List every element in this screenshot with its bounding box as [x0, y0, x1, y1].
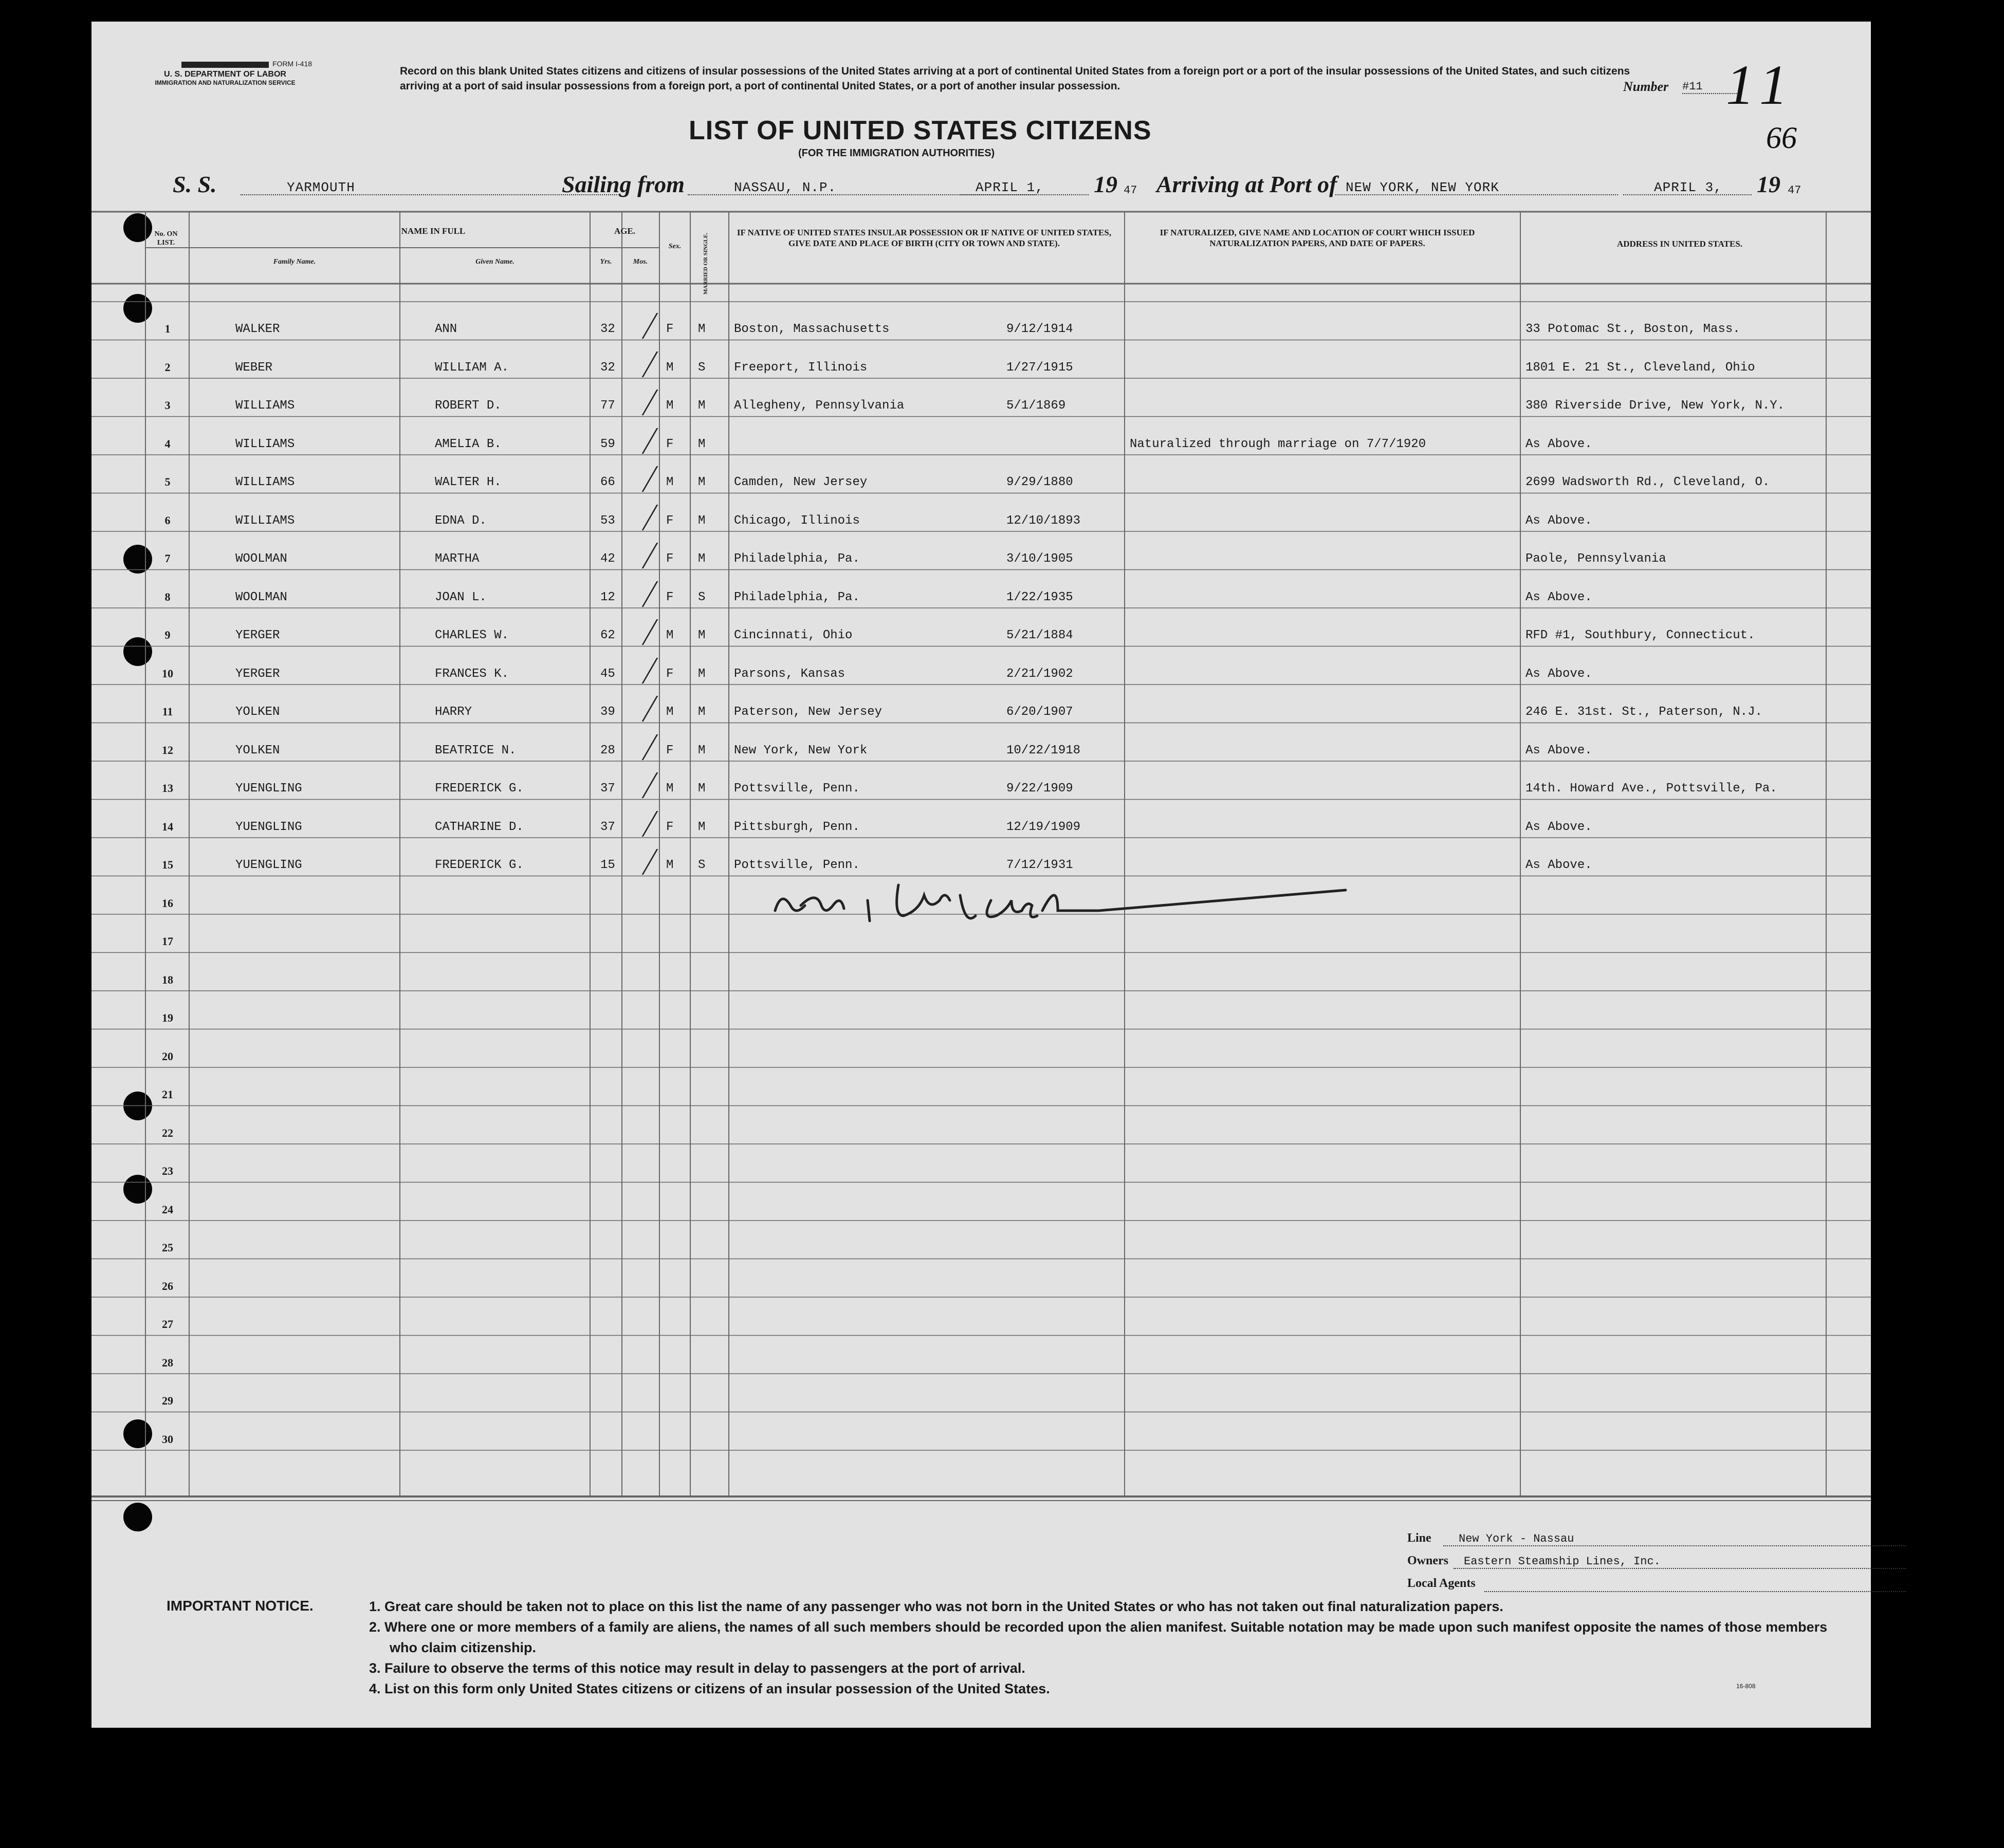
sailing-from-label: Sailing from: [562, 171, 685, 197]
to-year-prefix: 19: [1757, 171, 1780, 197]
notice-item: 2. Where one or more members of a family are aliens, the names of all such members should be recorded upon the alien manifest. Suitable notation may be made upon such manifest opposite the names of those members who claim citizenship.: [369, 1619, 1828, 1655]
agents-value: [1484, 1578, 1906, 1592]
birth-place-cell: Philadelphia, Pa.: [734, 590, 860, 604]
row-number: 17: [162, 935, 173, 948]
family-name-cell: WOOLMAN: [235, 552, 287, 566]
given-name-cell: WALTER H.: [435, 475, 502, 489]
birth-place-cell: Camden, New Jersey: [734, 475, 868, 489]
birth-date-cell: 7/12/1931: [1006, 858, 1073, 872]
given-name-cell: FRANCES K.: [435, 667, 509, 681]
family-name-cell: WILLIAMS: [235, 513, 295, 528]
age-years-cell: 39: [600, 705, 615, 719]
given-name-cell: ANN: [435, 322, 457, 336]
ship-name: YARMOUTH: [241, 180, 621, 195]
marital-status-cell: S: [698, 590, 706, 604]
row-number: 14: [162, 820, 173, 833]
address-cell: As Above.: [1525, 743, 1592, 757]
sex-cell: M: [666, 360, 674, 375]
col-mos: Mos.: [633, 258, 648, 266]
sex-cell: M: [666, 705, 674, 719]
row-number: 3: [164, 399, 171, 412]
col-naturalized: IF NATURALIZED, GIVE NAME AND LOCATION OF COURT WHICH ISSUED NATURALIZATION PAPERS, AND DATE OF PAPERS.: [1160, 228, 1475, 248]
given-name-cell: AMELIA B.: [435, 437, 502, 451]
to-port: NEW YORK, NEW YORK: [1335, 180, 1618, 195]
row-number: 20: [162, 1049, 173, 1063]
col-name-in-full: NAME IN FULL: [401, 226, 466, 236]
sex-cell: F: [666, 743, 674, 757]
birth-date-cell: 2/21/1902: [1006, 667, 1073, 681]
age-years-cell: 45: [600, 667, 615, 681]
birth-place-cell: Allegheny, Pennsylvania: [734, 399, 905, 413]
sex-cell: M: [666, 475, 674, 489]
family-name-cell: WALKER: [235, 322, 280, 336]
department-service: IMMIGRATION AND NATURALIZATION SERVICE: [155, 79, 296, 86]
row-number: 25: [162, 1241, 173, 1254]
notice-title: IMPORTANT NOTICE.: [167, 1598, 314, 1614]
from-year-prefix: 19: [1094, 171, 1117, 197]
address-cell: 246 E. 31st. St., Paterson, N.J.: [1525, 705, 1762, 719]
age-years-cell: 32: [600, 360, 615, 375]
handwritten-page: 66: [1766, 121, 1797, 155]
family-name-cell: WEBER: [235, 360, 273, 375]
notice-item: 4. List on this form only United States citizens or citizens of an insular possession of the United States.: [369, 1681, 1050, 1696]
row-number: 6: [164, 513, 171, 527]
row-number: 23: [162, 1165, 173, 1177]
age-years-cell: 62: [600, 629, 615, 642]
birth-place-cell: Parsons, Kansas: [734, 667, 845, 681]
age-years-cell: 37: [600, 782, 615, 796]
owners-label: Owners: [1407, 1554, 1448, 1567]
sex-cell: F: [666, 820, 674, 834]
age-years-cell: 15: [600, 858, 615, 872]
sex-cell: F: [666, 513, 674, 528]
given-name-cell: BEATRICE N.: [435, 743, 517, 757]
address-cell: As Above.: [1525, 437, 1592, 451]
address-cell: As Above.: [1525, 590, 1592, 604]
sex-cell: F: [666, 437, 674, 451]
from-date: APRIL 1,: [960, 180, 1089, 195]
row-number: 12: [162, 743, 173, 756]
age-years-cell: 53: [600, 513, 615, 528]
col-yrs: Yrs.: [600, 258, 612, 266]
to-date: APRIL 3,: [1623, 180, 1752, 195]
marital-status-cell: M: [698, 552, 706, 566]
age-years-cell: 42: [600, 552, 615, 566]
marital-status-cell: M: [698, 629, 706, 642]
marital-status-cell: M: [698, 322, 706, 336]
birth-date-cell: 10/22/1918: [1006, 743, 1081, 757]
col-address: ADDRESS IN UNITED STATES.: [1616, 239, 1743, 249]
birth-date-cell: 9/12/1914: [1006, 322, 1073, 336]
to-year: 47: [1788, 184, 1801, 197]
row-number: 5: [164, 475, 171, 488]
birth-place-cell: Chicago, Illinois: [734, 513, 860, 528]
birth-place-cell: Cincinnati, Ohio: [734, 629, 853, 642]
family-name-cell: WILLIAMS: [235, 475, 295, 489]
birth-place-cell: Philadelphia, Pa.: [734, 552, 860, 566]
given-name-cell: HARRY: [435, 705, 472, 719]
marital-status-cell: M: [698, 705, 706, 719]
age-years-cell: 66: [600, 475, 615, 489]
sex-cell: F: [666, 590, 674, 604]
row-number: 16: [162, 896, 173, 910]
number-value: #11: [1682, 80, 1739, 94]
marital-status-cell: M: [698, 475, 706, 489]
given-name-cell: WILLIAM A.: [435, 360, 509, 375]
col-no-on-list: No. ON LIST.: [154, 230, 178, 247]
marital-status-cell: S: [698, 360, 706, 375]
col-married-single: MARRIED OR SINGLE.: [703, 232, 709, 294]
notice-item: 1. Great care should be taken not to place on this list the name of any passenger who was not born in the United States or who has not taken out final naturalization papers.: [369, 1599, 1503, 1614]
birth-date-cell: 5/1/1869: [1006, 399, 1066, 413]
birth-place-cell: Boston, Massachusetts: [734, 322, 890, 336]
marital-status-cell: M: [698, 513, 706, 528]
row-number: 2: [164, 360, 171, 374]
birth-date-cell: 9/29/1880: [1006, 475, 1073, 489]
family-name-cell: YOLKEN: [235, 743, 280, 757]
from-year: 47: [1124, 184, 1137, 197]
row-number: 13: [162, 782, 173, 794]
given-name-cell: EDNA D.: [435, 513, 487, 528]
birth-date-cell: 5/21/1884: [1006, 629, 1073, 642]
birth-date-cell: 12/10/1893: [1006, 513, 1081, 528]
form-number: FORM I-418: [272, 60, 312, 68]
address-cell: 33 Potomac St., Boston, Mass.: [1525, 322, 1740, 336]
given-name-cell: JOAN L.: [435, 590, 487, 604]
ss-label: S. S.: [173, 171, 217, 197]
given-name-cell: FREDERICK G.: [435, 858, 524, 872]
row-number: 8: [164, 590, 171, 603]
col-family-name: Family Name.: [273, 258, 316, 266]
sex-cell: M: [666, 782, 674, 796]
sex-cell: F: [666, 552, 674, 566]
age-years-cell: 12: [600, 590, 615, 604]
family-name-cell: WILLIAMS: [235, 437, 295, 451]
row-number: 24: [162, 1203, 173, 1216]
birth-date-cell: 1/27/1915: [1006, 360, 1073, 375]
notice-item: 3. Failure to observe the terms of this notice may result in delay to passengers at the port of arrival.: [369, 1660, 1025, 1676]
row-number: 18: [162, 973, 173, 986]
col-given-name: Given Name.: [475, 258, 514, 266]
marital-status-cell: M: [698, 667, 706, 681]
birth-date-cell: 12/19/1909: [1006, 820, 1081, 834]
birth-date-cell: 6/20/1907: [1006, 705, 1073, 719]
arriving-label: Arriving at Port of: [1156, 171, 1337, 197]
family-name-cell: YERGER: [235, 629, 280, 642]
row-number: 27: [162, 1318, 173, 1330]
address-cell: 2699 Wadsworth Rd., Cleveland, O.: [1525, 475, 1770, 489]
address-cell: 14th. Howard Ave., Pottsville, Pa.: [1525, 782, 1777, 796]
family-name-cell: YOLKEN: [235, 705, 280, 719]
marital-status-cell: S: [698, 858, 706, 872]
birth-date-cell: 1/22/1935: [1006, 590, 1073, 604]
age-years-cell: 77: [600, 399, 615, 413]
notice-body: [369, 1596, 1834, 1699]
col-birth: IF NATIVE OF UNITED STATES INSULAR POSSESSION OR IF NATIVE OF UNITED STATES, GIVE DATE AND PLACE OF BIRTH (CITY OR TOWN AND STATE).: [737, 228, 1112, 248]
page-title: LIST OF UNITED STATES CITIZENS: [689, 116, 1152, 145]
family-name-cell: YUENGLING: [235, 858, 302, 872]
marital-status-cell: M: [698, 820, 706, 834]
address-cell: Paole, Pennsylvania: [1525, 552, 1666, 566]
naturalization-cell: Naturalized through marriage on 7/7/1920: [1130, 437, 1426, 451]
line-value: New York - Nassau: [1443, 1532, 1906, 1546]
address-cell: As Above.: [1525, 667, 1592, 681]
age-years-cell: 32: [600, 322, 615, 336]
sex-cell: F: [666, 322, 674, 336]
birth-place-cell: New York, New York: [734, 743, 868, 757]
marital-status-cell: M: [698, 743, 706, 757]
address-cell: RFD #1, Southbury, Connecticut.: [1525, 629, 1755, 642]
inspector-signature: [765, 875, 1351, 931]
address-cell: As Above.: [1525, 858, 1592, 872]
number-label: Number: [1623, 79, 1669, 94]
given-name-cell: FREDERICK G.: [435, 782, 524, 796]
row-number: 15: [162, 858, 173, 871]
row-number: 28: [162, 1356, 173, 1369]
line-label: Line: [1407, 1531, 1431, 1545]
print-code: 16-808: [1736, 1683, 1756, 1690]
row-number: 7: [164, 552, 171, 565]
birth-place-cell: Paterson, New Jersey: [734, 705, 883, 719]
address-cell: 380 Riverside Drive, New York, N.Y.: [1525, 399, 1785, 413]
row-number: 10: [162, 667, 173, 680]
owners-value: Eastern Steamship Lines, Inc.: [1454, 1555, 1906, 1569]
address-cell: As Above.: [1525, 513, 1592, 528]
sex-cell: M: [666, 858, 674, 872]
handwritten-number: 11: [1726, 53, 1797, 116]
age-years-cell: 28: [600, 743, 615, 757]
row-number: 11: [162, 705, 173, 718]
sex-cell: M: [666, 629, 674, 642]
birth-place-cell: Pottsville, Penn.: [734, 858, 860, 872]
address-cell: 1801 E. 21 St., Cleveland, Ohio: [1525, 360, 1755, 375]
marital-status-cell: M: [698, 437, 706, 451]
row-number: 4: [164, 437, 171, 450]
given-name-cell: ROBERT D.: [435, 399, 502, 413]
col-age: AGE.: [614, 226, 636, 236]
from-port: NASSAU, N.P.: [688, 180, 1037, 195]
given-name-cell: CHARLES W.: [435, 629, 509, 642]
row-number: 26: [162, 1279, 173, 1292]
birth-place-cell: Freeport, Illinois: [734, 360, 868, 375]
given-name-cell: CATHARINE D.: [435, 820, 524, 834]
agents-label: Local Agents: [1407, 1577, 1476, 1590]
marital-status-cell: M: [698, 782, 706, 796]
family-name-cell: WOOLMAN: [235, 590, 287, 604]
manifest-sheet: [91, 22, 1871, 1728]
row-number: 21: [162, 1088, 173, 1101]
col-sex: Sex.: [668, 243, 682, 250]
row-number: 1: [164, 322, 171, 335]
family-name-cell: YERGER: [235, 667, 280, 681]
row-number: 30: [162, 1432, 173, 1446]
row-number: 19: [162, 1011, 173, 1024]
sex-cell: M: [666, 399, 674, 413]
form-instructions: Record on this blank United States citizens and citizens of insular possessions of the United States arriving at a port of continental United States from a foreign port or a port of the insular possessions of the United States, and such citizens arriving at a port of said insular possessions from a foreign port, a port of continental United States, or a port of another insular possession.: [400, 65, 1630, 92]
row-number: 9: [164, 629, 171, 641]
department-name: U. S. DEPARTMENT OF LABOR: [164, 70, 286, 79]
sex-cell: F: [666, 667, 674, 681]
family-name-cell: WILLIAMS: [235, 399, 295, 413]
age-years-cell: 59: [600, 437, 615, 451]
age-years-cell: 37: [600, 820, 615, 834]
birth-date-cell: 9/22/1909: [1006, 782, 1073, 796]
row-number: 22: [162, 1126, 173, 1139]
given-name-cell: MARTHA: [435, 552, 480, 566]
family-name-cell: YUENGLING: [235, 782, 302, 796]
birth-place-cell: Pittsburgh, Penn.: [734, 820, 860, 834]
address-cell: As Above.: [1525, 820, 1592, 834]
row-number: 29: [162, 1394, 173, 1407]
birth-place-cell: Pottsville, Penn.: [734, 782, 860, 796]
page-subtitle: (FOR THE IMMIGRATION AUTHORITIES): [798, 147, 995, 159]
birth-date-cell: 3/10/1905: [1006, 552, 1073, 566]
marital-status-cell: M: [698, 399, 706, 413]
family-name-cell: YUENGLING: [235, 820, 302, 834]
